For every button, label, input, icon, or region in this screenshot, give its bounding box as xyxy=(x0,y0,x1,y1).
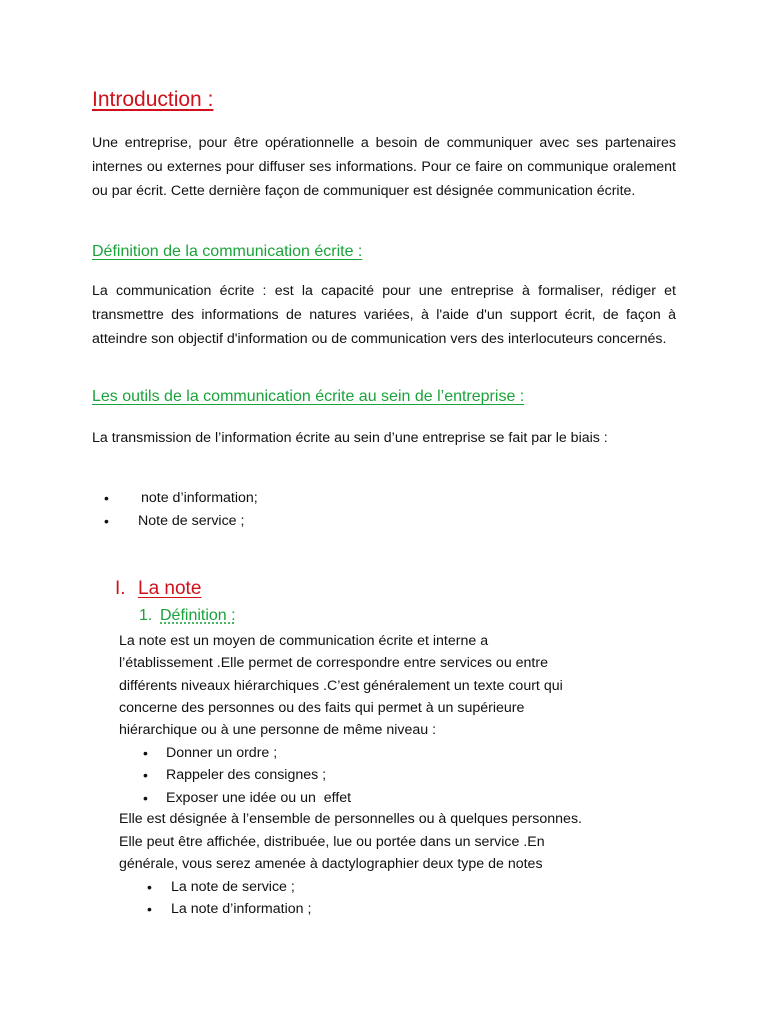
section-text-line: générale, vous serez amenée à dactylographier deux type de notes xyxy=(119,856,543,872)
outils-bullet-item: Note de service ; xyxy=(138,513,245,529)
section-text-line: différents niveaux hiérarchiques .C’est généralement un texte court qui xyxy=(119,678,563,694)
section-title: La note xyxy=(138,578,202,599)
section-bullet-item: Donner un ordre ; xyxy=(166,745,278,761)
section-text-line: La note est un moyen de communication écrite et interne a xyxy=(119,633,489,649)
section-number: I. xyxy=(115,578,126,599)
subsection-title: Définition : xyxy=(160,607,236,624)
bullet-dot: • xyxy=(143,745,148,761)
definition-paragraph: La communication écrite : est la capacité pour une entreprise à formaliser, rédiger et transmettre des informations de natures variées, à l'aide d'un support écrit, de façon à atteindre son objectif d'information ou de communication vers des interlocuteurs concernés. xyxy=(92,283,676,347)
section-text-line: concerne des personnes ou des faits qui permet à un supérieure xyxy=(119,700,525,716)
section-bullet-item: Rappeler des consignes ; xyxy=(166,767,327,783)
introduction-paragraph: Une entreprise, pour être opérationnelle a besoin de communiquer avec ses partenaires internes ou externes pour diffuser ses informations. Pour ce faire on communique oralement ou par écrit. Cette dernière façon de communiquer est désignée communication écrite. xyxy=(92,135,676,199)
introduction-heading: Introduction : xyxy=(92,88,214,111)
bullet-dot: • xyxy=(104,490,109,506)
bullet-dot: • xyxy=(143,790,148,806)
bullet-dot: • xyxy=(147,901,152,917)
subsection-number: 1. xyxy=(139,607,153,624)
section-text-line: l’établissement .Elle permet de correspondre entre services ou entre xyxy=(119,655,548,671)
section-text-line: Elle peut être affichée, distribuée, lue ou portée dans un service .En xyxy=(119,834,545,850)
outils-bullet-item: note d’information; xyxy=(141,490,258,506)
section-bullet-item: La note d’information ; xyxy=(171,901,312,917)
bullet-dot: • xyxy=(104,513,109,529)
outils-paragraph: La transmission de l’information écrite au sein d’une entreprise se fait par le biais : xyxy=(92,430,608,446)
section-text-line: Elle est désignée à l’ensemble de personnelles ou à quelques personnes. xyxy=(119,811,582,827)
outils-heading: Les outils de la communication écrite au sein de l’entreprise : xyxy=(92,388,525,405)
section-text-line: hiérarchique ou à une personne de même niveau : xyxy=(119,722,437,738)
section-bullet-item: Exposer une idée ou un effet xyxy=(166,790,352,806)
definition-heading: Définition de la communication écrite : xyxy=(92,243,363,260)
bullet-dot: • xyxy=(143,767,148,783)
bullet-dot: • xyxy=(147,879,152,895)
section-bullet-item: La note de service ; xyxy=(171,879,295,895)
